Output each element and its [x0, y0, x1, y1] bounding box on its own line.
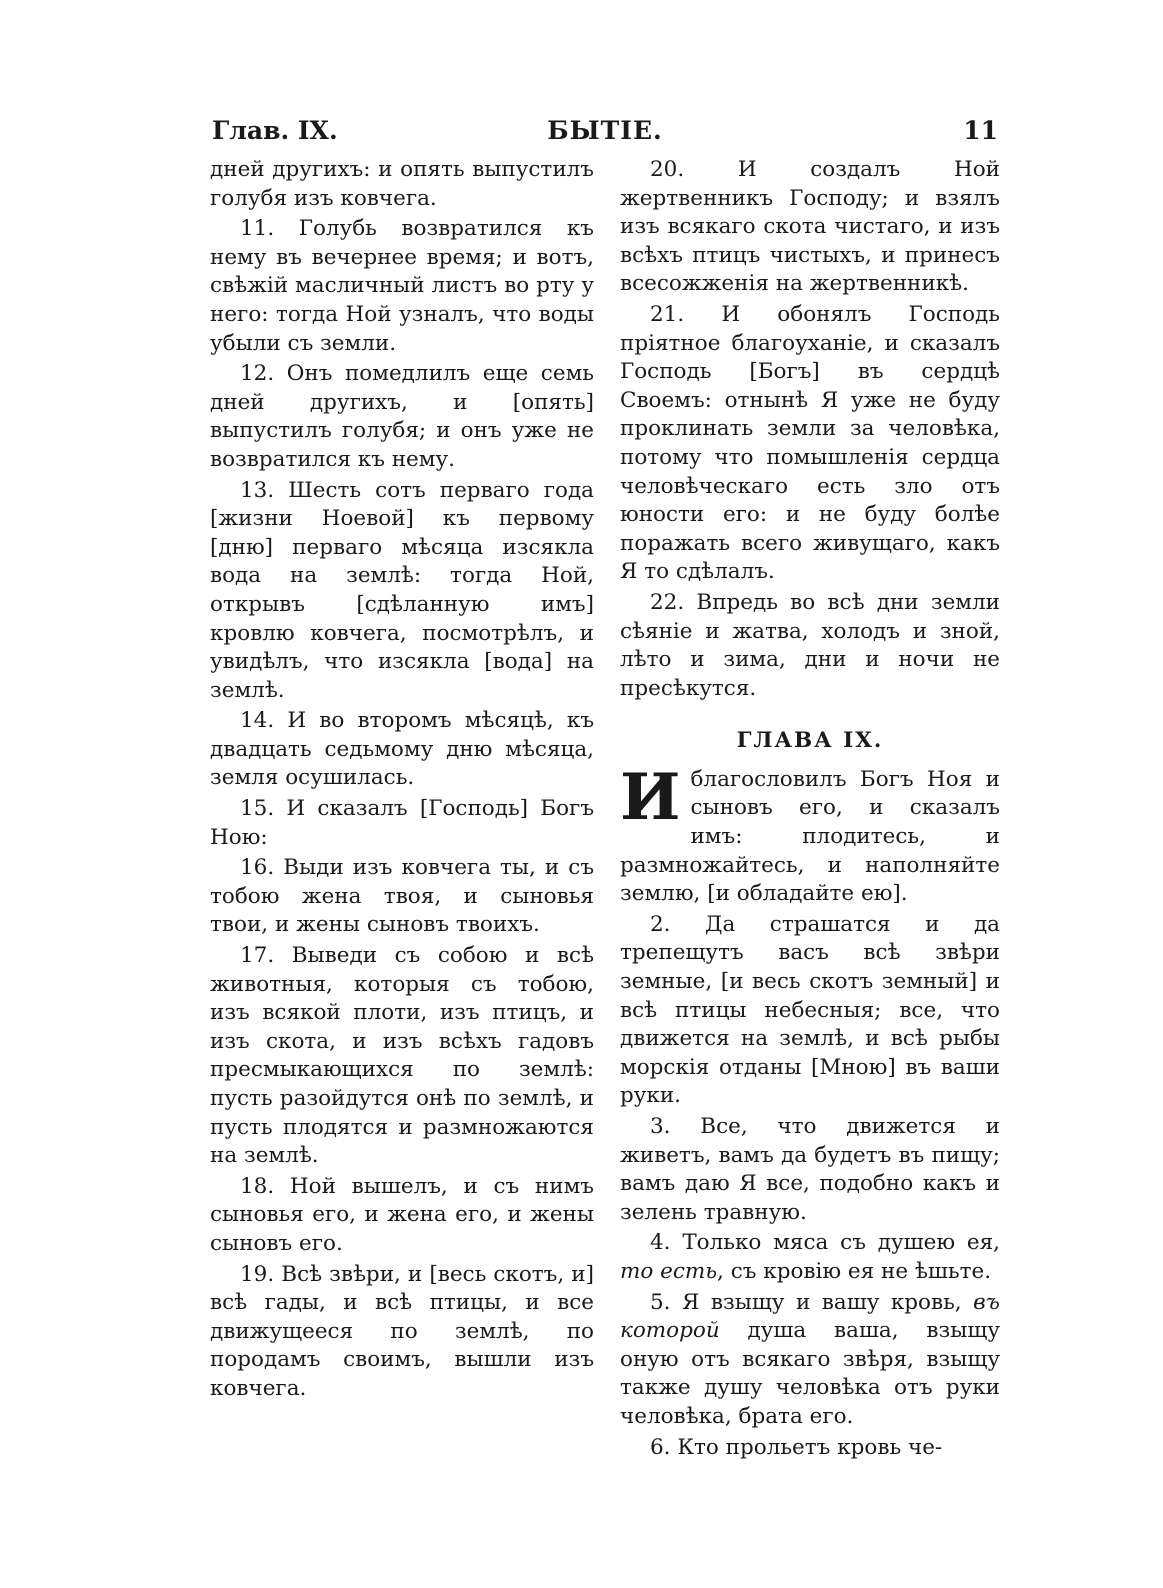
book-title: БЫТІЕ.: [547, 116, 663, 145]
verse-4-text-a: 4. Только мяса съ душею ея,: [650, 1230, 1000, 1256]
verse-4-text-b: , съ кровію ея не ѣшьте.: [717, 1258, 992, 1284]
page-header: [212, 112, 998, 152]
verse-17: 17. Выведи съ собою и всѣ животныя, которыя съ тобою, изъ всякой плоти, изъ птицъ, и изъ скота, и изъ всѣхъ гадовъ пресмыкающихся по землѣ: пусть разойдутся онѣ по землѣ, и пусть плодятся и размножаются на землѣ.: [210, 943, 594, 1169]
chapter-running-head: Глав. IX.: [212, 116, 338, 145]
verse-13: 13. Шесть сотъ перваго года [жизни Ноевой] къ первому [дню] перваго мѣсяца изсякла вода на землѣ: тогда Ной, открывъ [сдѣланную имъ] кровлю ковчега, посмотрѣлъ, и увидѣлъ, что изсякла [вода] на землѣ.: [210, 477, 594, 703]
verse-12: 12. Онъ помедлилъ еще семь дней другихъ, и [опять] выпустилъ голубя; и онъ уже не возвратился къ нему.: [210, 361, 594, 472]
page-number: 11: [963, 116, 998, 145]
chapter-9-verse-4: [620, 1229, 1000, 1286]
chapter-title: ГЛАВА IX.: [736, 728, 884, 754]
verse-15: 15. И сказалъ [Господь] Богъ Ною:: [210, 796, 594, 850]
verse-continuation: дней другихъ: и опять выпустилъ голубя изъ ковчега.: [210, 157, 594, 211]
left-column: [210, 156, 594, 1406]
verse-20: 20. И создалъ Ной жертвенникъ Господу; и взялъ изъ всякаго скота чистаго, и изъ всѣхъ птицъ чистыхъ, и принесъ всесожженія на жертвенникѣ.: [620, 157, 1000, 297]
verse-14: 14. И во второмъ мѣсяцѣ, къ двадцать седьмому дню мѣсяца, земля осушилась.: [210, 708, 594, 791]
verse-21: 21. И обонялъ Господь пріятное благоуханіе, и сказалъ Господь [Богъ] въ сердцѣ Своемъ: отнынѣ Я уже не буду проклинать земли за человѣка, потому что помышленія сердца человѣческаго есть зло отъ юности его: и не буду болѣе поражать всего живущаго, какъ Я то сдѣлалъ.: [620, 301, 1000, 585]
chapter-9-verse-1: [620, 759, 1000, 909]
verse-5-italic: въ которой: [620, 1289, 1000, 1344]
verse-18: 18. Ной вышелъ, и съ нимъ сыновья его, и жена его, и жены сыновъ его.: [210, 1173, 594, 1256]
verse-19: 19. Всѣ звѣри, и [весь скотъ, и] всѣ гады, и всѣ птицы, и все движущееся по землѣ, по породамъ своимъ, вышли изъ ковчега.: [210, 1261, 594, 1401]
verse-22: 22. Впредь во всѣ дни земли сѣяніе и жатва, холодъ и зной, лѣто и зима, дни и ночи не пресѣкутся.: [620, 589, 1000, 701]
chapter-9-verse-2: 2. Да страшатся и да трепещутъ васъ всѣ звѣри земные, [и весь скотъ земный] и всѣ птицы небесныя; все, что движется на землѣ, и всѣ рыбы морскія отданы [Мною] въ ваши руки.: [620, 911, 1000, 1109]
verse-16: 16. Выди изъ ковчега ты, и съ тобою жена твоя, и сыновья твои, и жены сыновъ твоихъ.: [210, 855, 594, 938]
verse-5-text-a: 5. Я взыщу и вашу кровь,: [650, 1289, 974, 1315]
verse-4-italic: то есть: [620, 1258, 718, 1284]
verse-11: 11. Голубь возвратился къ нему въ вечернее время; и вотъ, свѣжій масличный листъ во рту у него: тогда Ной узналъ, что воды убыли съ земли.: [210, 216, 594, 356]
drop-cap: И: [620, 759, 681, 835]
chapter-9-verse-5: [620, 1289, 1000, 1432]
chapter-9-verse-1-text: благословилъ Богъ Ноя и сыновъ его, и сказалъ имъ: плодитесь, и размножайтесь, и наполняйте землю, [и обладайте ею].: [620, 766, 1000, 907]
verse-5-text-b: душа ваша, взыщу оную отъ всякаго звѣря, взыщу также душу человѣка отъ руки человѣка, брата его.: [620, 1318, 1000, 1429]
chapter-9-verse-6: 6. Кто прольетъ кровь че-: [650, 1434, 943, 1460]
right-column: [620, 156, 1000, 1464]
chapter-9-verse-3: 3. Все, что движется и живетъ, вамъ да будетъ въ пищу; вамъ даю Я все, подобно какъ и зелень травную.: [620, 1114, 1000, 1225]
